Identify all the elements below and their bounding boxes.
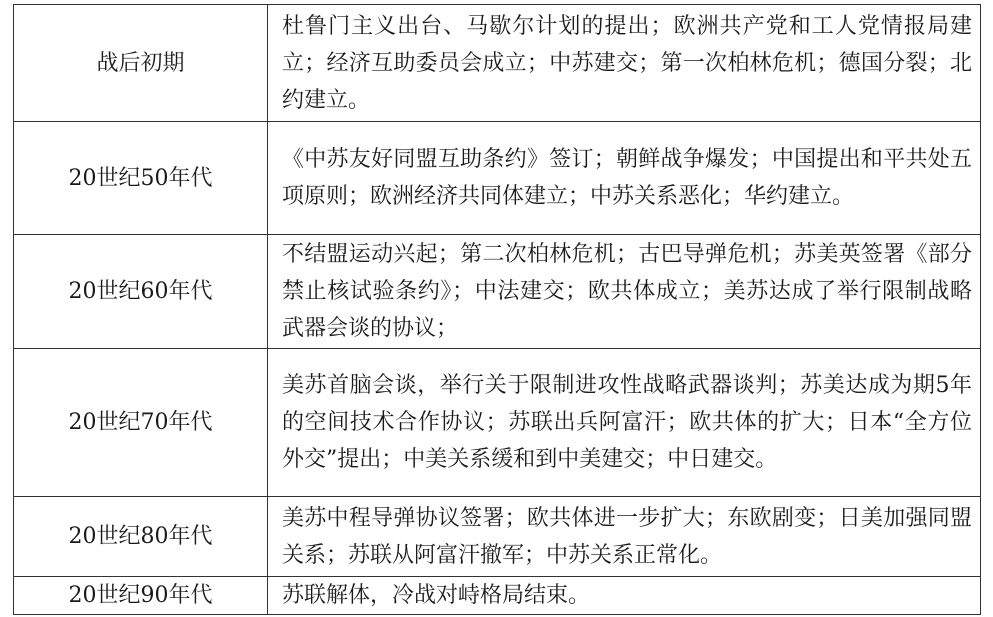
period-cell: 20世纪70年代 bbox=[14, 349, 268, 497]
table-row bbox=[14, 122, 981, 235]
table-row bbox=[14, 349, 981, 497]
table-row bbox=[14, 497, 981, 577]
events-cell: 美苏首脑会谈，举行关于限制进攻性战略武器谈判；苏美达成为期5年的空间技术合作协议；苏联出兵阿富汗；欧共体的扩大；日本“全方位外交”提出；中美关系缓和到中美建交；中日建交。 bbox=[268, 349, 981, 497]
events-cell: 《中苏友好同盟互助条约》签订；朝鲜战争爆发；中国提出和平共处五项原则；欧洲经济共同体建立；中苏关系恶化；华约建立。 bbox=[268, 122, 981, 235]
period-cell: 20世纪50年代 bbox=[14, 122, 268, 235]
period-cell: 20世纪90年代 bbox=[14, 577, 268, 615]
table-row bbox=[14, 235, 981, 349]
period-cell: 战后初期 bbox=[14, 5, 268, 122]
period-cell: 20世纪80年代 bbox=[14, 497, 268, 577]
events-cell: 苏联解体，冷战对峙格局结束。 bbox=[268, 577, 981, 615]
events-cell: 不结盟运动兴起；第二次柏林危机；古巴导弹危机；苏美英签署《部分禁止核试验条约》；中法建交；欧共体成立；美苏达成了举行限制战略武器会谈的协议； bbox=[268, 235, 981, 349]
table-row bbox=[14, 577, 981, 615]
history-events-table bbox=[13, 4, 981, 615]
table-row bbox=[14, 5, 981, 122]
events-cell: 美苏中程导弹协议签署；欧共体进一步扩大；东欧剧变；日美加强同盟关系；苏联从阿富汗撤军；中苏关系正常化。 bbox=[268, 497, 981, 577]
period-cell: 20世纪60年代 bbox=[14, 235, 268, 349]
events-cell: 杜鲁门主义出台、马歇尔计划的提出；欧洲共产党和工人党情报局建立；经济互助委员会成立；中苏建交；第一次柏林危机；德国分裂；北约建立。 bbox=[268, 5, 981, 122]
